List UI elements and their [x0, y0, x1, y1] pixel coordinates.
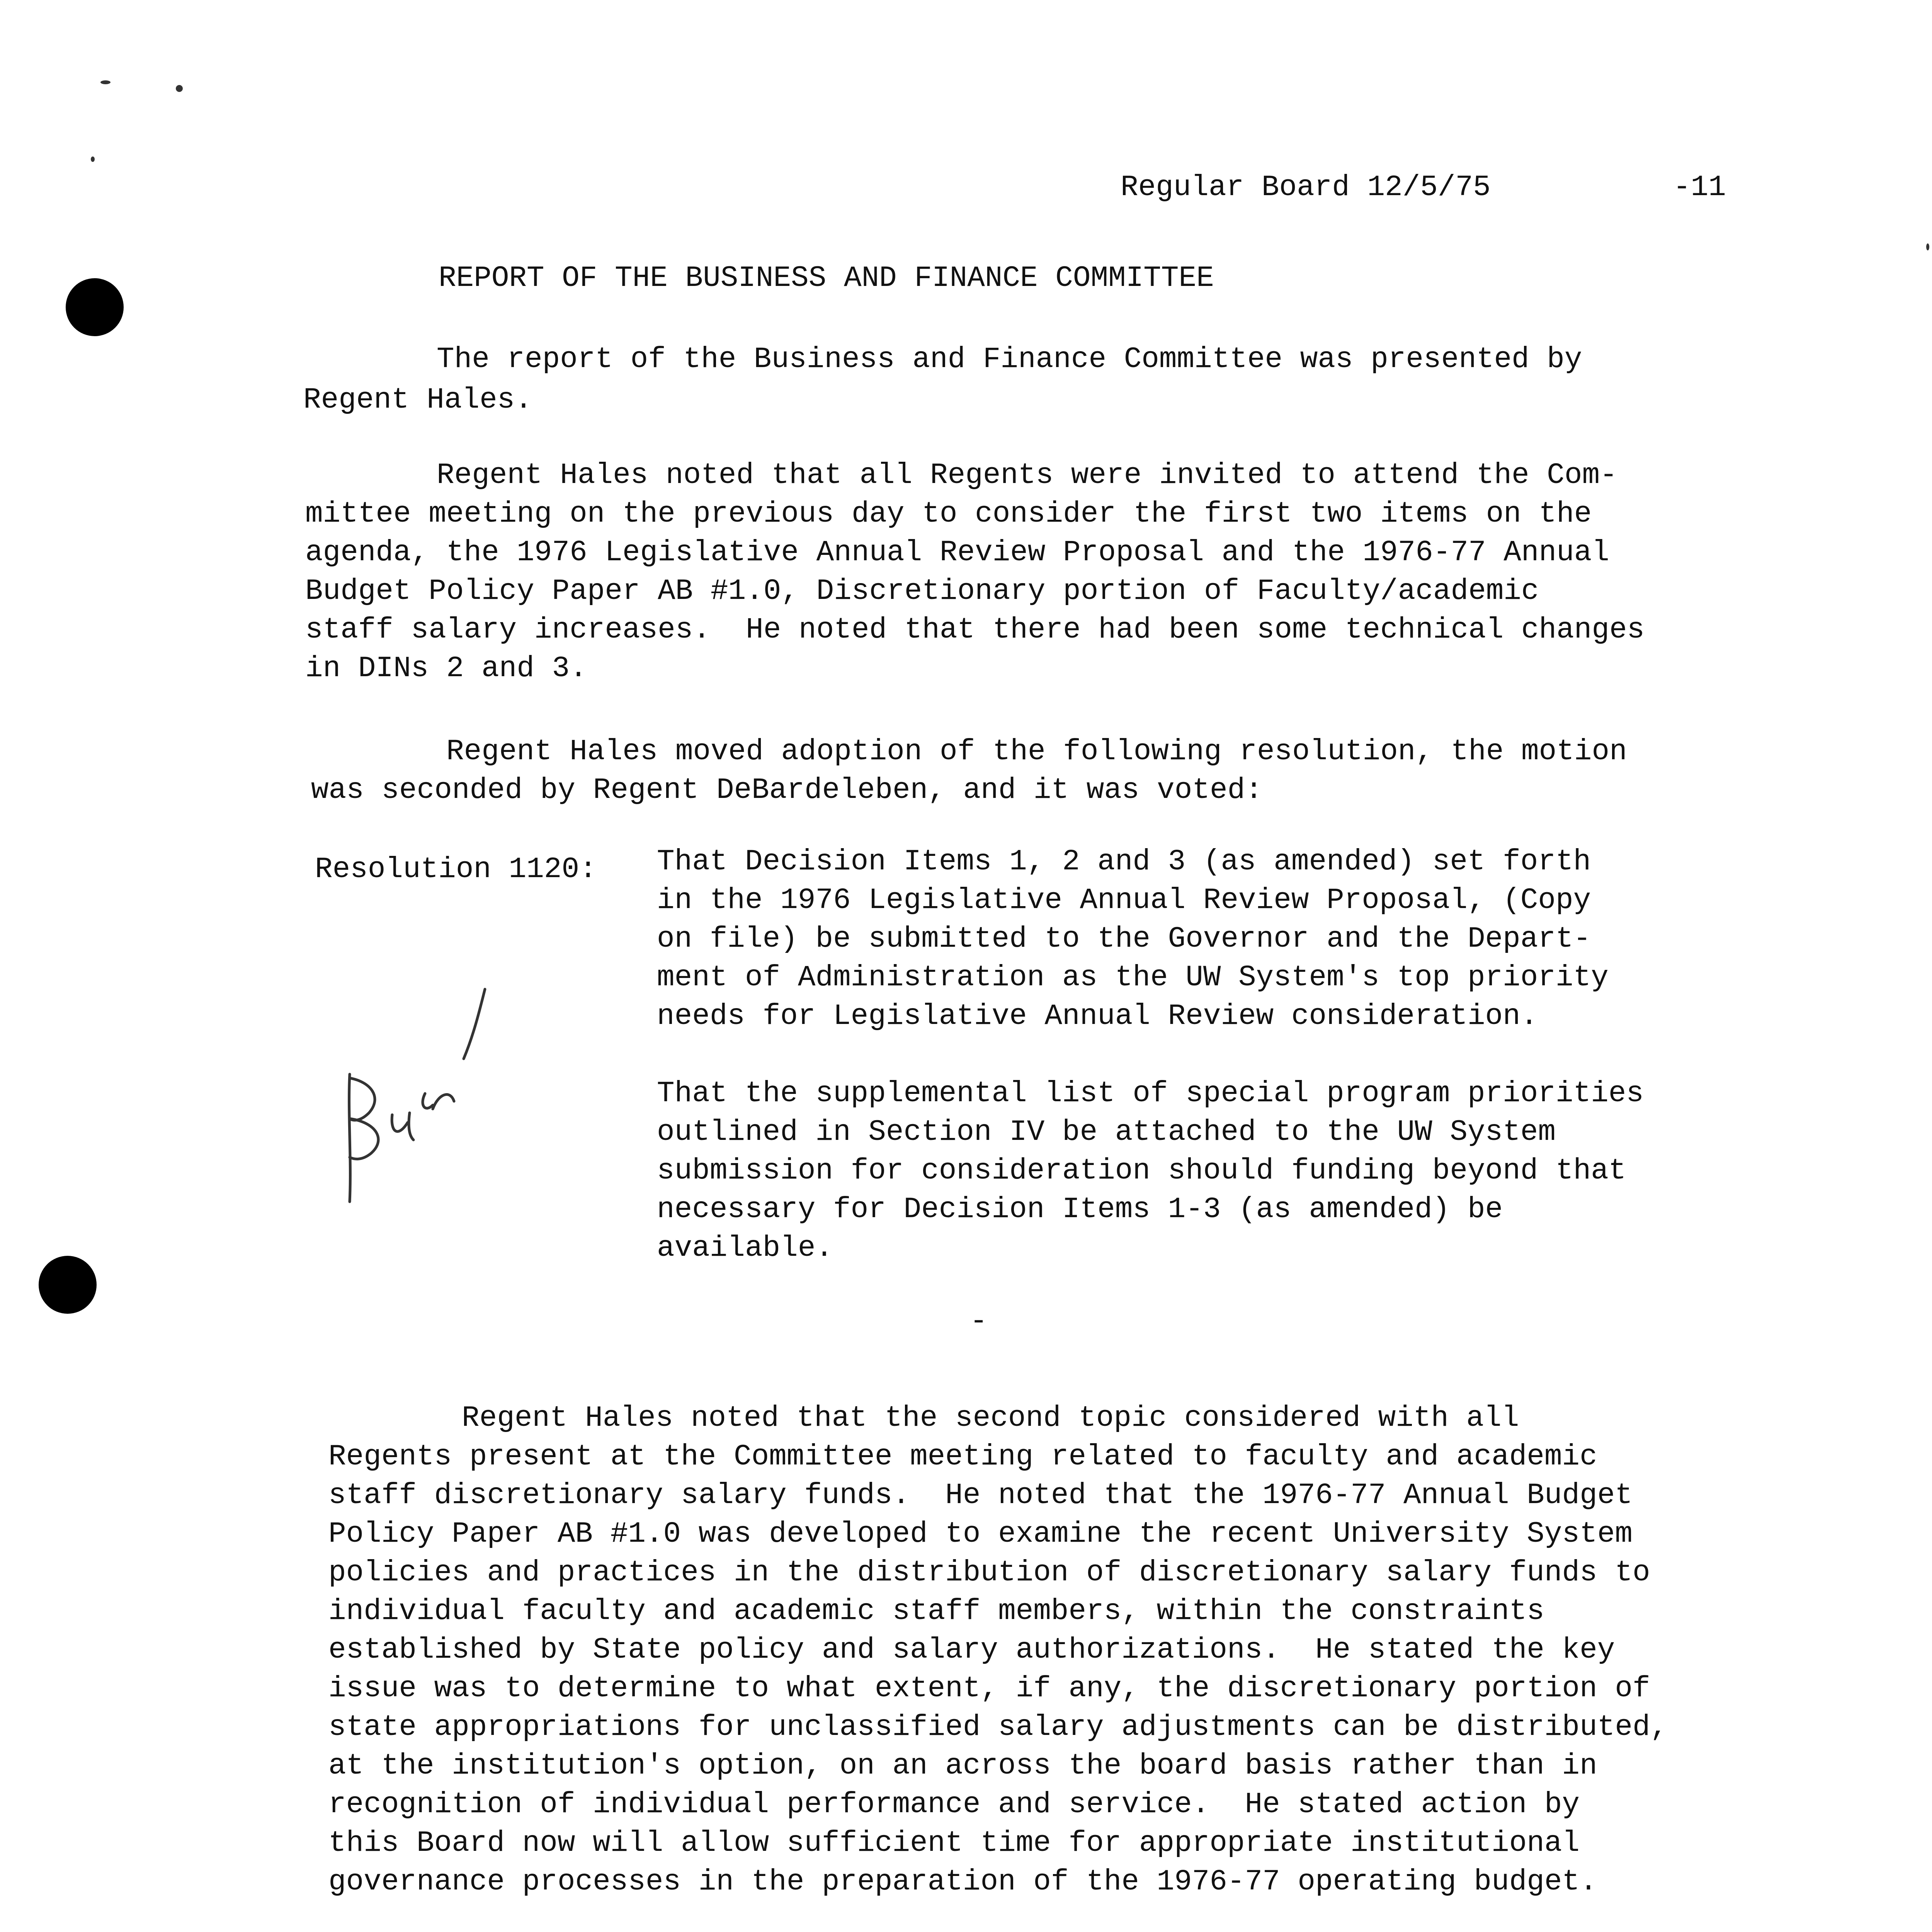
text-line: outlined in Section IV be attached to the UW System — [657, 1116, 1556, 1149]
text-line: this Board now will allow sufficient time for appropriate institutional — [328, 1827, 1580, 1860]
text-line: mittee meeting on the previous day to consider the first two items on the — [305, 497, 1592, 531]
text-line: necessary for Decision Items 1-3 (as amended) be — [657, 1193, 1503, 1226]
text-line: That the supplemental list of special program priorities — [657, 1077, 1644, 1110]
text-line: The report of the Business and Finance Committee was presented by — [437, 343, 1582, 376]
text-line: Budget Policy Paper AB #1.0, Discretionary portion of Faculty/academic — [305, 575, 1539, 608]
text-line: policies and practices in the distribution of discretionary salary funds to — [328, 1556, 1650, 1589]
text-line: submission for consideration should funding beyond that — [657, 1154, 1626, 1187]
text-line: at the institution's option, on an across the board basis rather than in — [328, 1749, 1597, 1782]
text-line: ment of Administration as the UW System's top priority — [657, 961, 1609, 994]
text-line: individual faculty and academic staff members, within the constraints — [328, 1595, 1544, 1628]
text-line: Regent Hales. — [303, 383, 532, 417]
running-head: Regular Board 12/5/75 — [1121, 171, 1491, 204]
text-line: staff discretionary salary funds. He noted that the 1976-77 Annual Budget — [328, 1479, 1633, 1512]
text-line: needs for Legislative Annual Review consideration. — [657, 1000, 1538, 1033]
text-line: was seconded by Regent DeBardeleben, and it was voted: — [311, 774, 1263, 807]
text-line: governance processes in the preparation of the 1976-77 operating budget. — [328, 1865, 1597, 1898]
text-line: issue was to determine to what extent, if any, the discretionary portion of — [328, 1672, 1650, 1705]
text-line: in DINs 2 and 3. — [305, 652, 587, 685]
text-line: staff salary increases. He noted that there had been some technical changes — [305, 613, 1645, 646]
text-line: established by State policy and salary authorizations. He stated the key — [328, 1633, 1615, 1667]
text-line: available. — [657, 1231, 833, 1265]
text-line: state appropriations for unclassified salary adjustments can be distributed, — [328, 1711, 1668, 1744]
text-line: in the 1976 Legislative Annual Review Proposal, (Copy — [657, 884, 1591, 917]
resolution-label: Resolution 1120: — [315, 853, 597, 886]
page-number: -11 — [1673, 171, 1726, 204]
text-line: Regent Hales moved adoption of the following resolution, the motion — [446, 735, 1627, 768]
text-line: Regent Hales noted that the second topic considered with all — [462, 1401, 1519, 1435]
text-line: That Decision Items 1, 2 and 3 (as amended) set forth — [657, 845, 1591, 878]
text-line: agenda, the 1976 Legislative Annual Review Proposal and the 1976-77 Annual — [305, 536, 1609, 569]
text-line: on file) be submitted to the Governor and the Depart- — [657, 922, 1591, 956]
text-line: Policy Paper AB #1.0 was developed to examine the recent University System — [328, 1517, 1633, 1551]
text-line: Regent Hales noted that all Regents were invited to attend the Com- — [437, 459, 1617, 492]
text-line: recognition of individual performance and service. He stated action by — [328, 1788, 1580, 1821]
margin-note-budget — [349, 989, 485, 1202]
separator-dash: - — [970, 1305, 988, 1338]
section-title: REPORT OF THE BUSINESS AND FINANCE COMMITTEE — [439, 262, 1214, 295]
text-line: Regents present at the Committee meeting related to faculty and academic — [328, 1440, 1597, 1473]
